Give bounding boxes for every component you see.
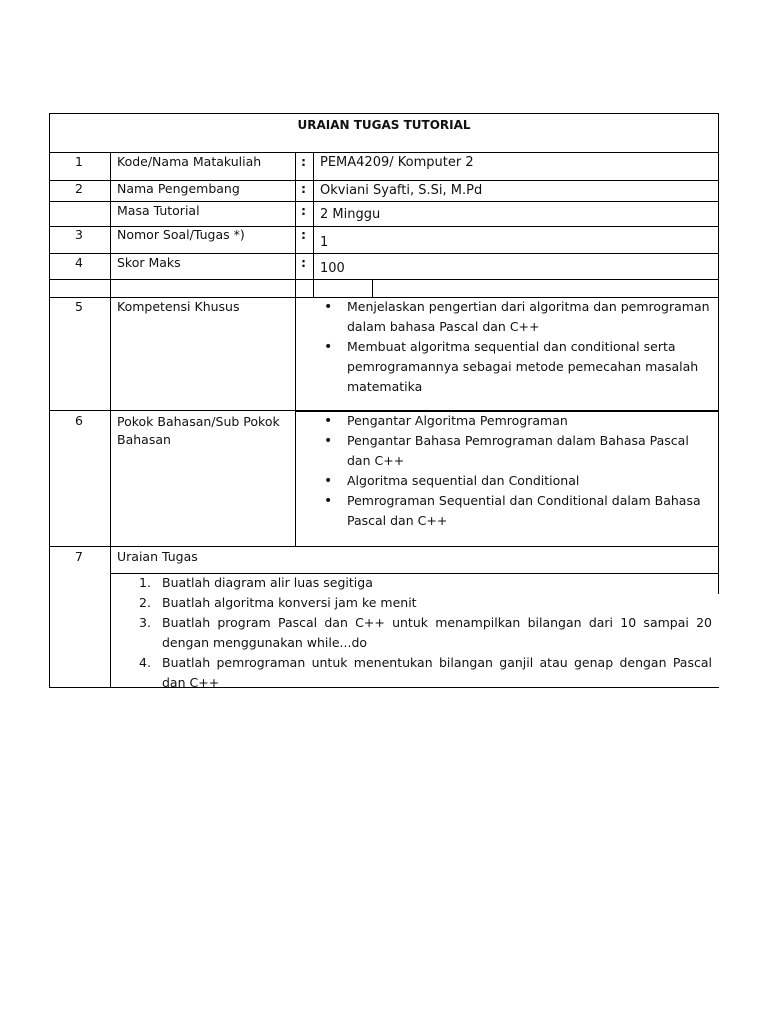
list-item: • Pengantar Algoritma Pemrograman [324,411,714,431]
row-label: Nama Pengembang [117,181,240,196]
row-colon: : [301,255,306,270]
row-label: Uraian Tugas [117,549,198,564]
row-number: 5 [75,299,83,314]
table-line [372,279,373,298]
row-number: 2 [75,181,83,196]
row-value: PEMA4209/ Komputer 2 [320,155,474,170]
task-number: 1. [139,575,151,590]
table-line [295,152,296,546]
table-line [49,279,719,280]
table-border-left [49,113,50,688]
row-label: Pokok Bahasan/Sub Pokok Bahasan [117,414,280,447]
row-number: 3 [75,227,83,242]
row-value: Okviani Syafti, S.Si, M.Pd [320,183,483,198]
table-border-right [718,113,719,594]
task-number: 4. [139,655,151,670]
row-label: Masa Tutorial [117,203,200,218]
task-text: Buatlah diagram alir luas segitiga [162,575,373,590]
row-value: 2 Minggu [320,207,381,222]
task-text: Buatlah program Pascal dan C++ untuk menampilkan bilangan dari 10 sampai 20 dengan menggunakan while...do [162,615,712,650]
task-list [111,573,712,693]
row-colon: : [301,203,306,218]
row-number: 6 [75,413,83,428]
list-item: • Pengantar Bahasa Pemrograman dalam Bahasa Pascal dan C++ [324,431,714,471]
table-border-top [49,113,719,114]
row-number: 7 [75,549,83,564]
list-item: • Menjelaskan pengertian dari algoritma dan pemrograman dalam bahasa Pascal dan C++ [324,297,714,337]
list-item: • Pemrograman Sequential dan Conditional dalam Bahasa Pascal dan C++ [324,491,714,531]
row-colon: : [301,227,306,242]
task-text: Buatlah pemrograman untuk menentukan bilangan ganjil atau genap dengan Pascal dan C++ [162,655,712,690]
task-number: 2. [139,595,151,610]
row-number: 4 [75,255,83,270]
row-colon: : [301,181,306,196]
task-number: 3. [139,615,151,630]
task-text: Buatlah algoritma konversi jam ke menit [162,595,417,610]
row-value: 100 [320,261,345,276]
table-line [313,152,314,298]
list-item [111,593,712,613]
table-line [49,253,719,254]
table-line [49,152,719,153]
list-item: • Membuat algoritma sequential dan conditional serta pemrogramannya sebagai metode pemecahan masalah matematika [324,337,714,397]
table-line [49,201,719,202]
list-item [111,573,712,593]
row-label: Kompetensi Khusus [117,299,240,314]
row-label: Kode/Nama Matakuliah [117,154,262,169]
list-item [111,613,712,653]
list-item: • Algoritma sequential dan Conditional [324,471,714,491]
table-title: URAIAN TUGAS TUTORIAL [297,118,471,132]
row-colon: : [301,154,306,169]
topic-list [324,411,714,531]
list-item [111,653,712,693]
table-line [49,546,719,547]
competency-list [324,297,714,397]
row-number: 1 [75,154,83,169]
row-label: Nomor Soal/Tugas *) [117,227,245,242]
row-value: 1 [320,235,329,250]
row-label: Skor Maks [117,255,181,270]
table-line [49,410,295,411]
